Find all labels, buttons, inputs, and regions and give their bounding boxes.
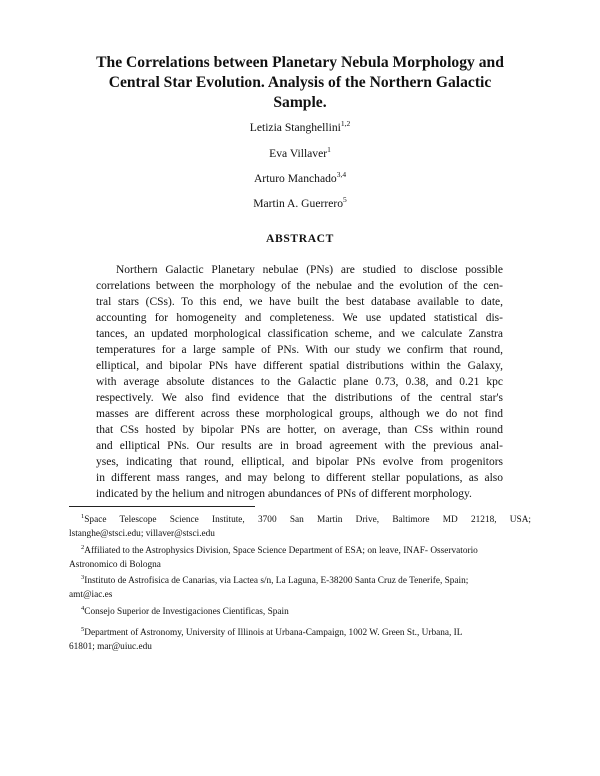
abstract-line: with average absolute distances to the Galactic plane 0.73, 0.38, and 0.21 kpc	[96, 376, 503, 388]
abstract-line: elliptical, and bipolar PNs have different spatial distributions within the Galaxy,	[96, 360, 503, 372]
author-4	[0, 197, 600, 211]
abstract-line: temperatures for a large sample of PNs. With our study we confirm that round,	[96, 344, 503, 356]
footnote-5	[69, 627, 531, 654]
footnote-1	[69, 514, 531, 541]
footnote-line: 61801; mar@uiuc.edu	[69, 641, 152, 652]
footnote-4	[69, 606, 531, 620]
footnote-mark: 5	[81, 625, 85, 633]
abstract-line: correlations between the morphology of the nebulae and the evolution of the cen-	[96, 280, 503, 292]
footnote-line: $^3$Instituto de Astrofisica de Canarias, via Lactea s/n, La Laguna, E-38200 Santa Cruz de Tenerife, Spain;	[81, 573, 469, 586]
paper-title	[60, 53, 540, 113]
author-3	[0, 172, 600, 186]
abstract-line: accounting for homogeneity and completeness. We use updated statistical dis-	[96, 312, 503, 324]
abstract-line: tances, an updated morphological classification scheme, and we calculate Zanstra	[96, 328, 503, 340]
abstract-line: tral stars (CSs). To this end, we have built the best database available to date,	[96, 296, 503, 308]
author-name: Arturo Manchado	[253, 172, 337, 185]
author-1	[0, 121, 600, 135]
footnote-3	[69, 575, 531, 602]
author-affiliation-mark: 1,2	[340, 119, 351, 129]
footnote-mark: 4	[81, 604, 85, 612]
abstract-line: in different mass ranges, and may belong to different stellar populations, as also	[96, 472, 503, 484]
author-affiliation-mark: 1	[327, 145, 331, 155]
abstract-line: that CSs hosted by bipolar PNs are hotter, on average, than CSs within round	[96, 424, 503, 436]
footnote-mark: 1	[81, 512, 85, 520]
abstract-line: yses, indicating that round, elliptical, and bipolar PNs evolve from progenitors	[96, 456, 503, 468]
abstract-line: masses are different across these morphological groups, although we do not find	[96, 408, 503, 420]
title-line: The Correlations between Planetary Nebula Morphology and	[96, 54, 504, 71]
abstract-line: and elliptical PNs. Our results are in broad agreement with the previous anal-	[96, 440, 503, 452]
author-name: Letizia Stanghellini	[249, 121, 341, 134]
abstract-body	[96, 262, 503, 502]
footnote-divider	[69, 506, 255, 507]
abstract-line: respectively. We also find evidence that the distributions of the central star's	[96, 392, 503, 404]
footnote-mark: 2	[81, 543, 85, 551]
footnote-line: $^5$Department of Astronomy, University of Illinois at Urbana-Campaign, 1002 W. Green St., Urbana, IL	[81, 625, 463, 638]
abstract-line: indicated by the helium and nitrogen abundances of PNs of different morphology.	[96, 488, 472, 500]
footnote-line: amt@iac.es	[69, 589, 113, 600]
title-line: Sample.	[273, 94, 327, 111]
author-name: Martin A. Guerrero	[253, 197, 344, 210]
footnote-line: $^4$Consejo Superior de Investigaciones Cientificas, Spain	[81, 604, 289, 617]
footnote-line: lstanghe@stsci.edu; villaver@stsci.edu	[69, 528, 215, 539]
footnote-line: $^1$Space Telescope Science Institute, 3700 San Martin Drive, Baltimore MD 21218, USA;	[81, 512, 531, 525]
title-line: Central Star Evolution. Analysis of the Northern Galactic	[108, 74, 492, 91]
footnote-line: $^2$Affiliated to the Astrophysics Division, Space Science Department of ESA; on leave, INAF- Osservatorio	[81, 543, 478, 556]
footnote-2	[69, 545, 531, 572]
footnote-line: Astronomico di Bologna	[69, 559, 161, 570]
author-affiliation-mark: 5	[343, 195, 347, 205]
author-name: Eva Villaver	[269, 147, 328, 160]
footnote-mark: 3	[81, 573, 85, 581]
abstract-heading: ABSTRACT	[266, 232, 334, 245]
author-affiliation-mark: 3,4	[336, 170, 347, 180]
abstract-line: Northern Galactic Planetary nebulae (PNs) are studied to disclose possible	[116, 264, 503, 276]
author-2	[0, 147, 600, 161]
